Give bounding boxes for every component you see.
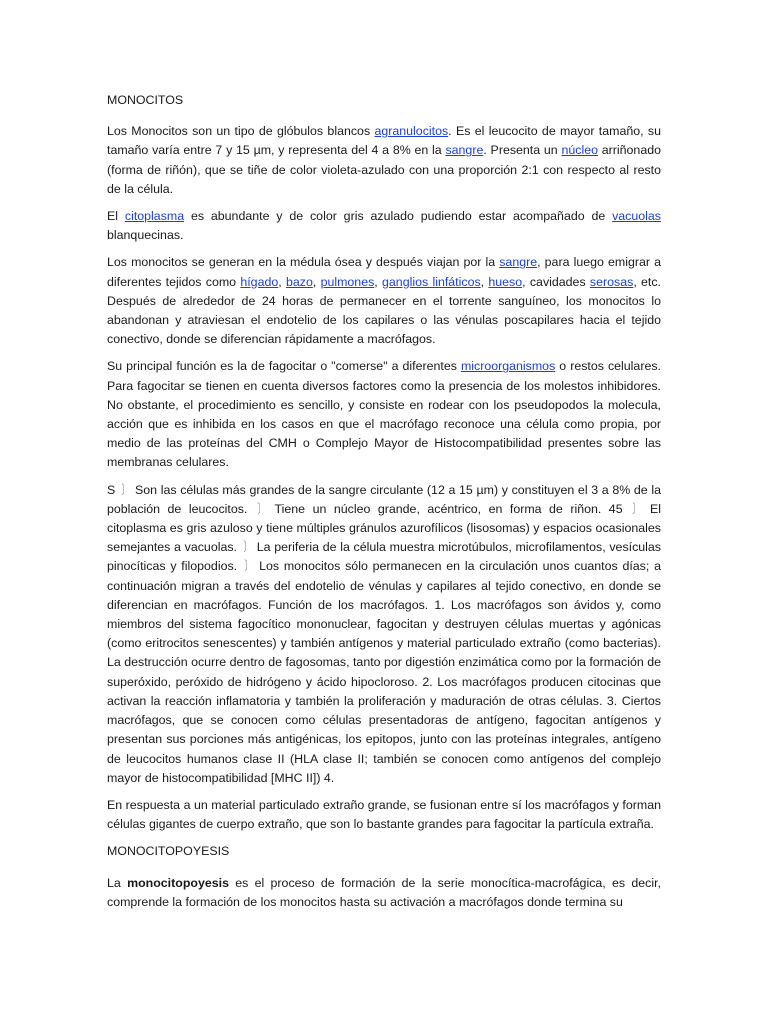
paragraph-intro: Los Monocitos son un tipo de glóbulos blancos agranulocitos. Es el leucocito de mayor tamaño, su tamaño varía entre 7 y 15 µm, y representa del 4 a 8% en la sangre. Presenta un núcleo arriñonado (forma de riñón), que se tiñe de color violeta-azulado con una proporción 2:1 con respecto al resto de la célula.: [107, 124, 661, 196]
paragraph-celulas-gigantes: En respuesta a un material particulado extraño grande, se fusionan entre sí los macrófagos y forman células gigantes de cuerpo extraño, que son lo bastante grandes para fagocitar la partícula extraña.: [107, 797, 661, 832]
bullet-symbol: 〕: [121, 482, 129, 497]
link-sangre-2[interactable]: sangre: [499, 255, 538, 270]
link-bazo[interactable]: bazo: [285, 274, 313, 289]
term-monocitopoyesis: monocitopoyesis: [127, 875, 229, 890]
link-hueso[interactable]: hueso: [488, 274, 523, 289]
link-citoplasma[interactable]: citoplasma: [124, 209, 185, 224]
link-ganglios-linfaticos[interactable]: ganglios linfáticos: [382, 274, 481, 289]
paragraph-origen: Los monocitos se generan en la médula ósea y después viajan por la sangre, para luego emigrar a diferentes tejidos como hígado, bazo, pulmones, ganglios linfáticos, hueso, cavidades serosas, etc. Después de alrededor de 24 horas de permanecer en el torrente sanguíneo, los monocitos lo abandonan y atraviesan el endotelio de los capilares o las vénulas poscapilares hacia el tejido conectivo, donde se diferencian rápidamente a macrófagos.: [107, 255, 661, 347]
paragraph-monocitopoyesis: La monocitopoyesis es el proceso de formación de la serie monocítica-macrofágica, es decir, comprende la formación de los monocitos hasta su activación a macrófagos donde termina su: [107, 875, 661, 909]
paragraph-funcion: Su principal función es la de fagocitar o "comerse" a diferentes microorganismos o restos celulares. Para fagocitar se tienen en cuenta diversos factores como la presencia de los molestos inhibidores. No obstante, el procedimiento es sencillo, y consiste en rodear con los pseudopodos la molecula, acción que es inhibida en los casos en que el macrófago reconoce una célula como propia, por medio de las proteínas del CMH o Complejo Mayor de Histocompatibilidad presentes sobre las membranas celulares.: [107, 359, 661, 470]
bullet-symbol: 〕: [257, 501, 265, 516]
link-serosas[interactable]: serosas: [589, 274, 634, 289]
link-pulmones[interactable]: pulmones: [320, 274, 375, 289]
link-microorganismos[interactable]: microorganismos: [460, 359, 556, 374]
bullet-symbol: 〕: [244, 559, 252, 574]
paragraph-citoplasma: El citoplasma es abundante y de color gris azulado pudiendo estar acompañado de vacuolas blanquecinas.: [107, 209, 661, 243]
heading-monocitos: MONOCITOS: [107, 93, 184, 107]
paragraph-caracteristicas: S 〕 Son las células más grandes de la sangre circulante (12 a 15 µm) y constituyen el 3 a 8% de la población de leucocitos. 〕 Tiene un núcleo grande, acéntrico, en forma de riñon. 45 〕 El citoplasma es gris azuloso y tiene múltiples gránulos azurofílicos (lisosomas) y espacios ocasionales semejantes a vacuolas. 〕 La periferia de la célula muestra microtúbulos, microfilamentos, vesículas pinocíticas y filopodios. 〕 Los monocitos sólo permanecen en la circulación unos cuantos días; a continuación migran a través del endotelio de vénulas y capilares al tejido conectivo, en donde se diferencian en macrófagos. Función de los macrófagos. 1. Los macrófagos son ávidos y, como miembros del sistema fagocítico mononuclear, fagocitan y destruyen células muertas y agónicas (como eritrocitos senescentes) y también antígenos y material particulado extraño (como bacterias). La destrucción ocurre dentro de fagosomas, tanto por digestión enzimática como por la formación de superóxido, peróxido de hidrógeno y ácido hipocloroso. 2. Los macrófagos producen citocinas que activan la reacción inflamatoria y también la proliferación y maduración de otras células. 3. Ciertos macrófagos, que se conocen como células presentadoras de antígeno, fagocitan antígenos y presentan sus porciones más antigénicas, los epitopos, junto con las proteínas integrales, antígeno de leucocitos humanos clase II (HLA clase II; también se conocen como antígenos del complejo mayor de histocompatibilidad [MHC II]) 4.: [107, 482, 662, 785]
link-vacuolas[interactable]: vacuolas: [612, 209, 661, 224]
bullet-symbol: 〕: [632, 501, 641, 516]
link-nucleo[interactable]: núcleo: [561, 143, 598, 158]
heading-monocitopoyesis: MONOCITOPOYESIS: [107, 844, 230, 859]
link-sangre[interactable]: sangre: [445, 143, 484, 158]
link-agranulocitos[interactable]: agranulocitos: [374, 124, 449, 139]
link-higado[interactable]: hígado: [240, 274, 279, 289]
bullet-symbol: 〕: [243, 540, 251, 555]
